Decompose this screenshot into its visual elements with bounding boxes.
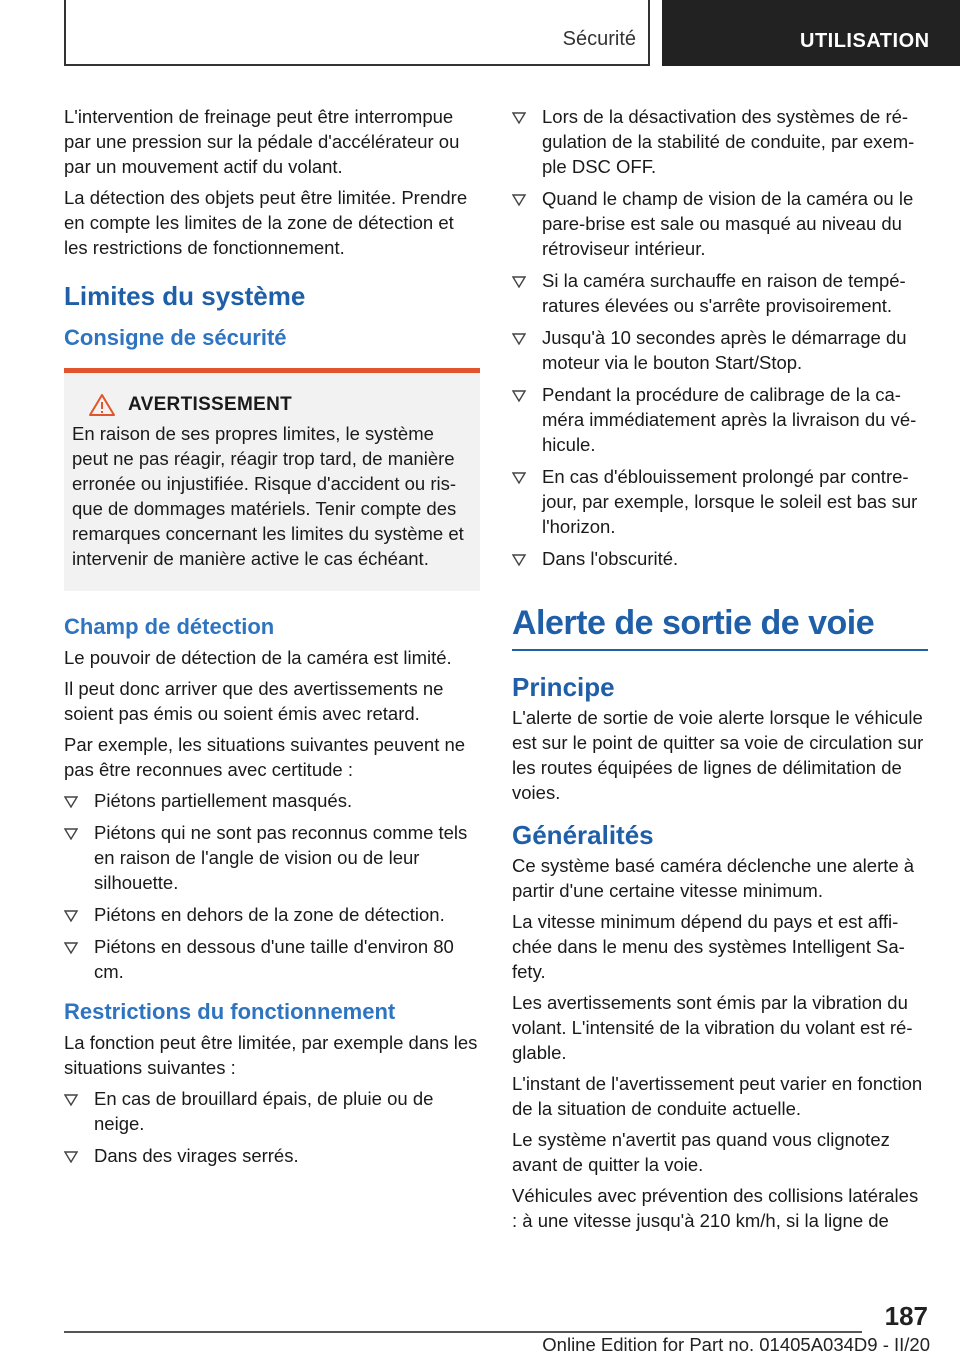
paragraph: Les avertissements sont émis par la vibration du volant. L'intensité de la vibration du volant est réglable. xyxy=(512,992,913,1063)
page-number: 187 xyxy=(884,1301,928,1331)
paragraph: Par exemple, les situations suivantes peuvent ne pas être reconnues avec certitude : xyxy=(64,734,466,780)
triangle-bullet-icon xyxy=(64,942,78,954)
paragraph: L'alerte de sortie de voie alerte lorsque le véhicule est sur le point de quitter sa voie de circulation sur les routes équipées de lignes de délimitation de voies. xyxy=(512,707,924,803)
list-item-text: Piétons qui ne sont pas reconnus comme tels en raison de l'angle de vision ou de leur silhouette. xyxy=(94,822,468,893)
header-rule-divider xyxy=(648,0,650,66)
list-item xyxy=(64,902,480,927)
heading-safety-note: Consigne de sécurité xyxy=(64,325,287,350)
triangle-bullet-icon xyxy=(512,472,526,484)
list-item xyxy=(64,820,480,895)
triangle-bullet-icon xyxy=(512,276,526,288)
header-rule-bottom xyxy=(64,64,650,66)
paragraph: Ce système basé caméra déclenche une alerte à partir d'une certaine vitesse minimum. xyxy=(512,855,915,901)
warning-title: AVERTISSEMENT xyxy=(128,394,293,415)
left-column xyxy=(64,104,480,1176)
list-item-text: Lors de la désactivation des systèmes de régulation de la stabilité de conduite, par exemple DSC OFF. xyxy=(542,106,915,177)
list-item xyxy=(512,382,928,457)
header-rule-left xyxy=(64,0,66,66)
heading-restrictions: Restrictions du fonctionnement xyxy=(64,999,396,1024)
right-column xyxy=(512,104,928,1239)
warning-triangle-icon xyxy=(88,393,116,417)
footer-rule xyxy=(64,1331,862,1333)
triangle-bullet-icon xyxy=(512,194,526,206)
intro-paragraph: L'intervention de freinage peut être interrompue par une pression sur la pédale d'accélérateur ou par un mouvement actif du volant. xyxy=(64,106,460,177)
list-item-text: Piétons en dehors de la zone de détection. xyxy=(94,904,445,925)
list-item xyxy=(64,934,480,984)
triangle-bullet-icon xyxy=(512,112,526,124)
warning-box xyxy=(64,368,480,591)
warning-header xyxy=(72,393,472,417)
heading-principle: Principe xyxy=(512,672,615,702)
paragraph: La vitesse minimum dépend du pays et est affichée dans le menu des systèmes Intelligent Safety. xyxy=(512,911,905,982)
list-item-text: Quand le champ de vision de la caméra ou le pare-brise est sale ou masqué au niveau du rétroviseur intérieur. xyxy=(542,188,914,259)
list-item-text: Pendant la procédure de calibrage de la caméra immédiatement après la livraison du véhicule. xyxy=(542,384,917,455)
list-item xyxy=(512,104,928,179)
heading-system-limits: Limites du système xyxy=(64,281,306,311)
intro-paragraph: La détection des objets peut être limitée. Prendre en compte les limites de la zone de détection et les restrictions de fonctionnement. xyxy=(64,187,468,258)
list-item-text: Si la caméra surchauffe en raison de températures élevées ou s'arrête provisoirement. xyxy=(542,270,906,316)
heading-general: Généralités xyxy=(512,820,654,850)
triangle-bullet-icon xyxy=(64,1094,78,1106)
list-item xyxy=(512,546,928,571)
list-item xyxy=(64,1143,480,1168)
detection-list xyxy=(64,788,480,984)
triangle-bullet-icon xyxy=(512,333,526,345)
triangle-bullet-icon xyxy=(64,1151,78,1163)
paragraph: Véhicules avec prévention des collisions latérales : à une vitesse jusqu'à 210 km/h, si la ligne de xyxy=(512,1185,919,1231)
warning-text: En raison de ses propres limites, le système peut ne pas réagir, réagir trop tard, de manière erronée ou injustifiée. Risque d'accident ou risque de dommages matériels. Tenir compte des remarques concernant les limites du système et intervenir de manière active le cas échéant. xyxy=(72,423,464,569)
triangle-bullet-icon xyxy=(64,828,78,840)
restrictions-list xyxy=(64,1086,480,1168)
list-item-text: Piétons en dessous d'une taille d'environ 80 cm. xyxy=(94,936,454,982)
list-item-text: Piétons partiellement masqués. xyxy=(94,790,353,811)
list-item-text: Jusqu'à 10 secondes après le démarrage du moteur via le bouton Start/Stop. xyxy=(542,327,907,373)
list-item-text: En cas d'éblouissement prolongé par contre-jour, par exemple, lorsque le soleil est bas sur l'horizon. xyxy=(542,466,918,537)
restrictions-list-continued xyxy=(512,104,928,571)
paragraph: L'instant de l'avertissement peut varier en fonction de la situation de conduite actuelle. xyxy=(512,1073,923,1119)
list-item-text: Dans des virages serrés. xyxy=(94,1145,299,1166)
paragraph: Il peut donc arriver que des avertissements ne soient pas émis ou soient émis avec retard. xyxy=(64,678,444,724)
list-item xyxy=(64,1086,480,1136)
list-item-text: En cas de brouillard épais, de pluie ou de neige. xyxy=(94,1088,434,1134)
list-item xyxy=(512,268,928,318)
list-item xyxy=(512,186,928,261)
list-item xyxy=(512,464,928,539)
list-item xyxy=(512,325,928,375)
list-item xyxy=(64,788,480,813)
heading-detection-field: Champ de détection xyxy=(64,614,275,639)
triangle-bullet-icon xyxy=(512,390,526,402)
triangle-bullet-icon xyxy=(64,910,78,922)
paragraph: Le système n'avertit pas quand vous clignotez avant de quitter la voie. xyxy=(512,1129,890,1175)
footer-edition: Online Edition for Part no. 01405A034D9 - II/20 xyxy=(542,1334,930,1355)
triangle-bullet-icon xyxy=(512,554,526,566)
header-chapter-tab: UTILISATION xyxy=(662,0,960,66)
list-item-text: Dans l'obscurité. xyxy=(542,548,679,569)
triangle-bullet-icon xyxy=(64,796,78,808)
paragraph: La fonction peut être limitée, par exemple dans les situations suivantes : xyxy=(64,1032,478,1078)
header-section-title: Sécurité xyxy=(562,28,636,50)
paragraph: Le pouvoir de détection de la caméra est limité. xyxy=(64,647,452,668)
chapter-heading-lane-departure: Alerte de sortie de voie xyxy=(512,601,928,651)
